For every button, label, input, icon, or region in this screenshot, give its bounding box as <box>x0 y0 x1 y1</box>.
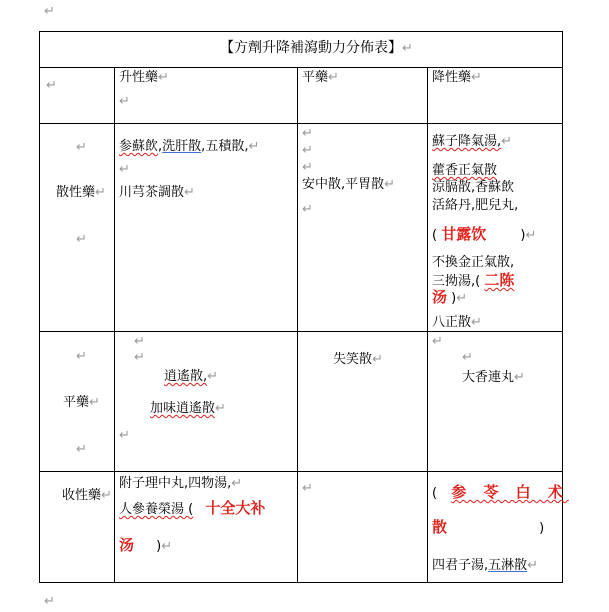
cell-disperse-up-line1: 参蘇飲,洗肝散,五積散,↵ <box>119 139 260 154</box>
paragraph-mark: ↵ <box>44 594 55 609</box>
paragraph-mark: ↵ <box>46 78 57 93</box>
paragraph-mark: ↵ <box>44 4 55 19</box>
header-down: 降性藥↵ <box>432 70 482 85</box>
row-label-flat: 平藥↵ <box>63 395 100 410</box>
row-label-disperse: 散性藥↵ <box>56 185 106 200</box>
header-up: 升性藥↵ <box>119 70 169 85</box>
cell-disperse-up-line2: 川芎茶調散↵ <box>119 185 195 200</box>
cell-flat-up-line2: 加味逍遙散↵ <box>150 401 226 416</box>
cell-disperse-flat: 安中散,平胃散↵ <box>302 177 396 192</box>
table-title: 【方劑升降補瀉動力分佈表】↵ <box>220 40 413 56</box>
cell-flat-up-line1: 逍遙散,↵ <box>164 369 219 384</box>
cell-flat-flat: 失笑散↵ <box>333 352 383 367</box>
cell-flat-down: 大香連丸↵ <box>462 370 525 385</box>
row-label-astringe: 收性藥↵ <box>62 488 112 503</box>
header-flat: 平藥↵ <box>302 70 339 85</box>
